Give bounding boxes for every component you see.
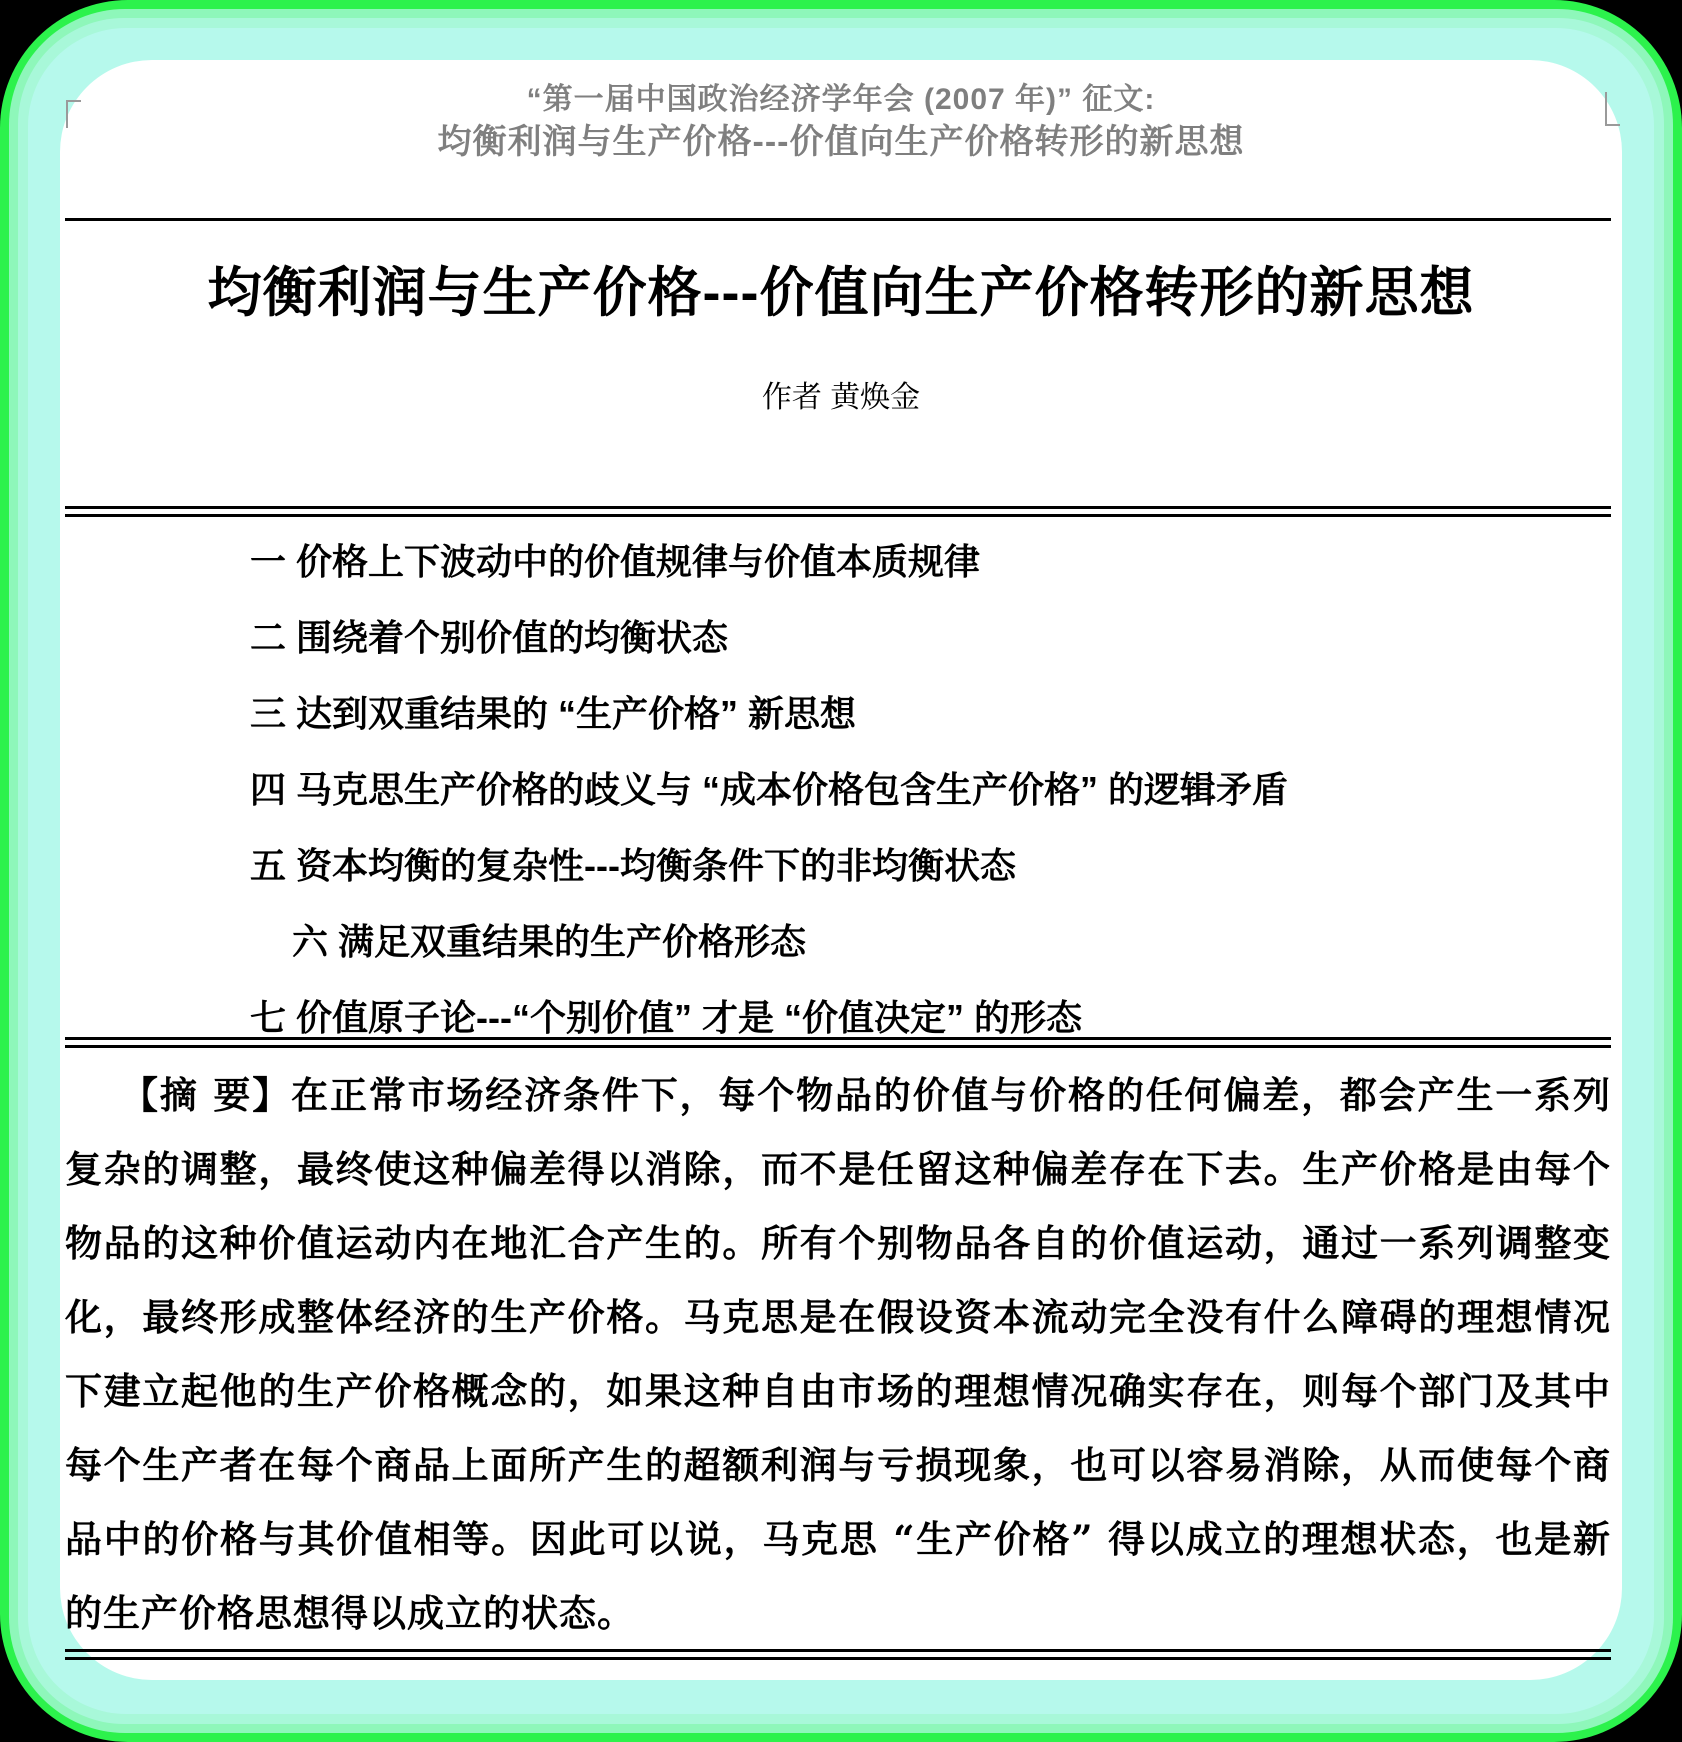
abstract-line: 物品的这种价值运动内在地汇合产生的。所有个别物品各自的价值运动，通过一系列调整变 bbox=[65, 1221, 1611, 1265]
abstract-line: 化，最终形成整体经济的生产价格。马克思是在假设资本流动完全没有什么障碍的理想情况 bbox=[65, 1295, 1611, 1339]
abstract-line: 品中的价格与其价值相等。因此可以说，马克思 “生产价格” 得以成立的理想状态，也是新 bbox=[65, 1517, 1611, 1561]
toc-item-1: 一 价格上下波动中的价值规律与价值本质规律 bbox=[250, 541, 981, 582]
toc-item-5: 五 资本均衡的复杂性---均衡条件下的非均衡状态 bbox=[250, 845, 1016, 886]
table-of-contents bbox=[60, 524, 1622, 1056]
toc-top-double-rule bbox=[65, 506, 1611, 517]
page-title: 均衡利润与生产价格---价值向生产价格转形的新思想 bbox=[207, 263, 1475, 323]
abstract-line: 每个生产者在每个商品上面所产生的超额利润与亏损现象，也可以容易消除，从而使每个商 bbox=[65, 1443, 1611, 1487]
toc-item-2: 二 围绕着个别价值的均衡状态 bbox=[250, 617, 729, 658]
abstract-bottom-double-rule bbox=[65, 1649, 1611, 1660]
document-page bbox=[60, 60, 1622, 1680]
abstract-top-double-rule bbox=[65, 1037, 1611, 1048]
toc-item-7: 七 价值原子论---“个别价值” 才是 “价值决定” 的形态 bbox=[250, 997, 1082, 1038]
toc-item-4: 四 马克思生产价格的歧义与 “成本价格包含生产价格” 的逻辑矛盾 bbox=[250, 769, 1289, 810]
abstract-line: 复杂的调整，最终使这种偏差得以消除，而不是任留这种偏差存在下去。生产价格是由每个 bbox=[65, 1147, 1611, 1191]
toc-item-3: 三 达到双重结果的 “生产价格” 新思想 bbox=[250, 693, 857, 734]
abstract-line: 【摘 要】在正常市场经济条件下，每个物品的价值与价格的任何偏差，都会产生一系列 bbox=[121, 1073, 1611, 1117]
header-submission-note: “第一届中国政治经济学年会 (2007 年)” 征文: bbox=[526, 83, 1156, 116]
author-line: 作者 黄焕金 bbox=[761, 381, 921, 414]
toc-item-6: 六 满足双重结果的生产价格形态 bbox=[292, 921, 807, 962]
abstract-line: 下建立起他的生产价格概念的，如果这种自由市场的理想情况确实存在，则每个部门及其中 bbox=[65, 1369, 1611, 1413]
abstract-paragraph bbox=[65, 1058, 1611, 1650]
header-divider-rule bbox=[65, 218, 1611, 221]
header-paper-title: 均衡利润与生产价格---价值向生产价格转形的新思想 bbox=[437, 123, 1245, 161]
abstract-line: 的生产价格思想得以成立的状态。 bbox=[65, 1591, 635, 1635]
